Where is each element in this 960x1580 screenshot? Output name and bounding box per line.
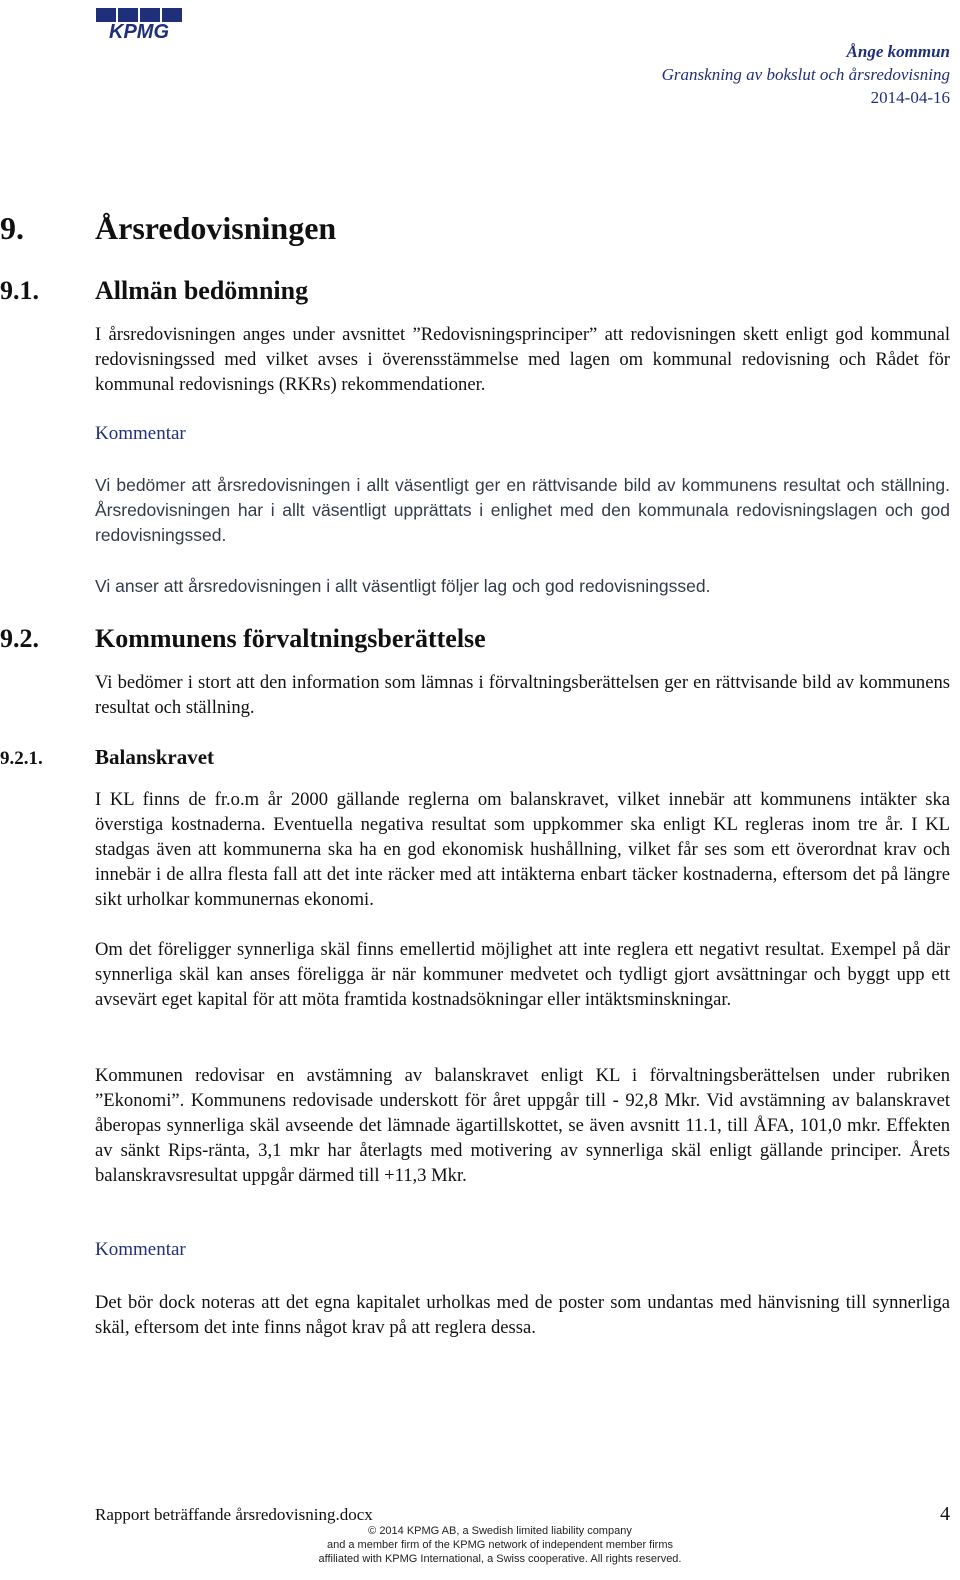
- paragraph-balanskrav-2: Om det föreligger synnerliga skäl finns emellertid möjlighet att inte reglera ett negativt resultat. Exempel på där synnerliga skäl kan anses föreligga är när kommuner medvetet och tydligt gjort avsättningar och byggt upp ett avsevärt eget kapital för att möta framtida kostnadsökningar eller intäktsminskningar.: [95, 939, 950, 1010]
- section-number: 9.: [0, 210, 24, 246]
- section-number: 9.1.: [0, 276, 39, 305]
- header-date: 2014-04-16: [870, 88, 950, 107]
- section-9-heading: [0, 210, 336, 247]
- comment-label: Kommentar: [95, 1239, 186, 1260]
- section-9-2-heading: [0, 624, 486, 654]
- paragraph-balanskrav-1: I KL finns de fr.o.m år 2000 gällande reglerna om balanskravet, vilket innebär att kommunens intäkter ska överstiga kostnaderna. Eventuella negativa resultat som uppkommer ska enligt KL regleras inom tre år. I KL stadgas även att kommunerna ska ha en god ekonomisk hushållning, vilket får ses som ett överordnat krav och innebär i de allra flesta fall att det inte räcker med att intäkterna enbart täcker kostnaderna, eftersom det på längre sikt urholkar kommunernas ekonomi.: [95, 789, 950, 910]
- copyright-line: and a member firm of the KPMG network of independent member firms: [326, 1539, 674, 1551]
- paragraph-comment-1: Vi bedömer att årsredovisningen i allt väsentligt ger en rättvisande bild av kommunens resultat och ställning. Årsredovisningen har i allt väsentligt upprättats i enlighet med den kommunala redovisningslagen och god redovisningssed.: [95, 475, 950, 545]
- comment-label: Kommentar: [95, 423, 186, 444]
- section-title: Kommunens förvaltningsberättelse: [95, 624, 486, 653]
- document-header: [662, 40, 950, 109]
- paragraph-intro: I årsredovisningen anges under avsnittet ”Redovisningsprinciper” att redovisningen skett enligt god kommunal redovisningssed med vilket avses i överensstämmelse med lagen om kommunal redovisning och Rådet för kommunal redovisnings (RKRs) rekommendationer.: [95, 324, 950, 395]
- paragraph-comment-balanskrav: Det bör dock noteras att det egna kapitalet urholkas med de poster som undantas med hänvisning till synnerliga skäl, eftersom det inte finns något krav på att reglera dessa.: [95, 1292, 950, 1338]
- paragraph-comment-2: Vi anser att årsredovisningen i allt väsentligt följer lag och god redovisningssed.: [95, 576, 711, 596]
- paragraph-balanskrav-3: Kommunen redovisar en avstämning av balanskravet enligt KL i förvaltningsberättelsen under rubriken ”Ekonomi”. Kommunens redovisade underskott för året uppgår till - 92,8 Mkr. Vid avstämning av balanskravet åberopas synnerliga skäl avseende det lämnade ägartillskottet, se även avsnitt 11.1, till ÅFA, 101,0 mkr. Effekten av sänkt Rips-ränta, 3,1 mkr har återlagts med motivering av synnerliga skäl enligt gällande principer. Årets balanskravsresultat uppgår därmed till +11,3 Mkr.: [95, 1065, 950, 1186]
- header-document-title: Granskning av bokslut och årsredovisning: [661, 65, 950, 84]
- section-9-2-1-heading: [0, 745, 214, 770]
- section-9-1-heading: [0, 276, 308, 306]
- section-title: Balanskravet: [95, 745, 215, 769]
- paragraph-forvaltning: Vi bedömer i stort att den information som lämnas i förvaltningsberättelsen ger en rättvisande bild av kommunens resultat och ställning.: [95, 672, 950, 718]
- kpmg-logo: [92, 6, 186, 42]
- copyright-line: affiliated with KPMG International, a Swiss cooperative. All rights reserved.: [318, 1553, 682, 1565]
- section-title: Årsredovisningen: [95, 210, 337, 246]
- page-number: 4: [940, 1503, 950, 1525]
- logo-text: KPMG: [109, 21, 169, 42]
- footer-copyright: [0, 1524, 960, 1566]
- footer-filename: Rapport beträffande årsredovisning.docx: [95, 1505, 373, 1524]
- section-number: 9.2.: [0, 624, 39, 653]
- copyright-line: © 2014 KPMG AB, a Swedish limited liability company: [368, 1525, 632, 1537]
- header-organization: Ånge kommun: [846, 42, 950, 61]
- section-title: Allmän bedömning: [95, 276, 309, 305]
- section-number: 9.2.1.: [0, 748, 43, 769]
